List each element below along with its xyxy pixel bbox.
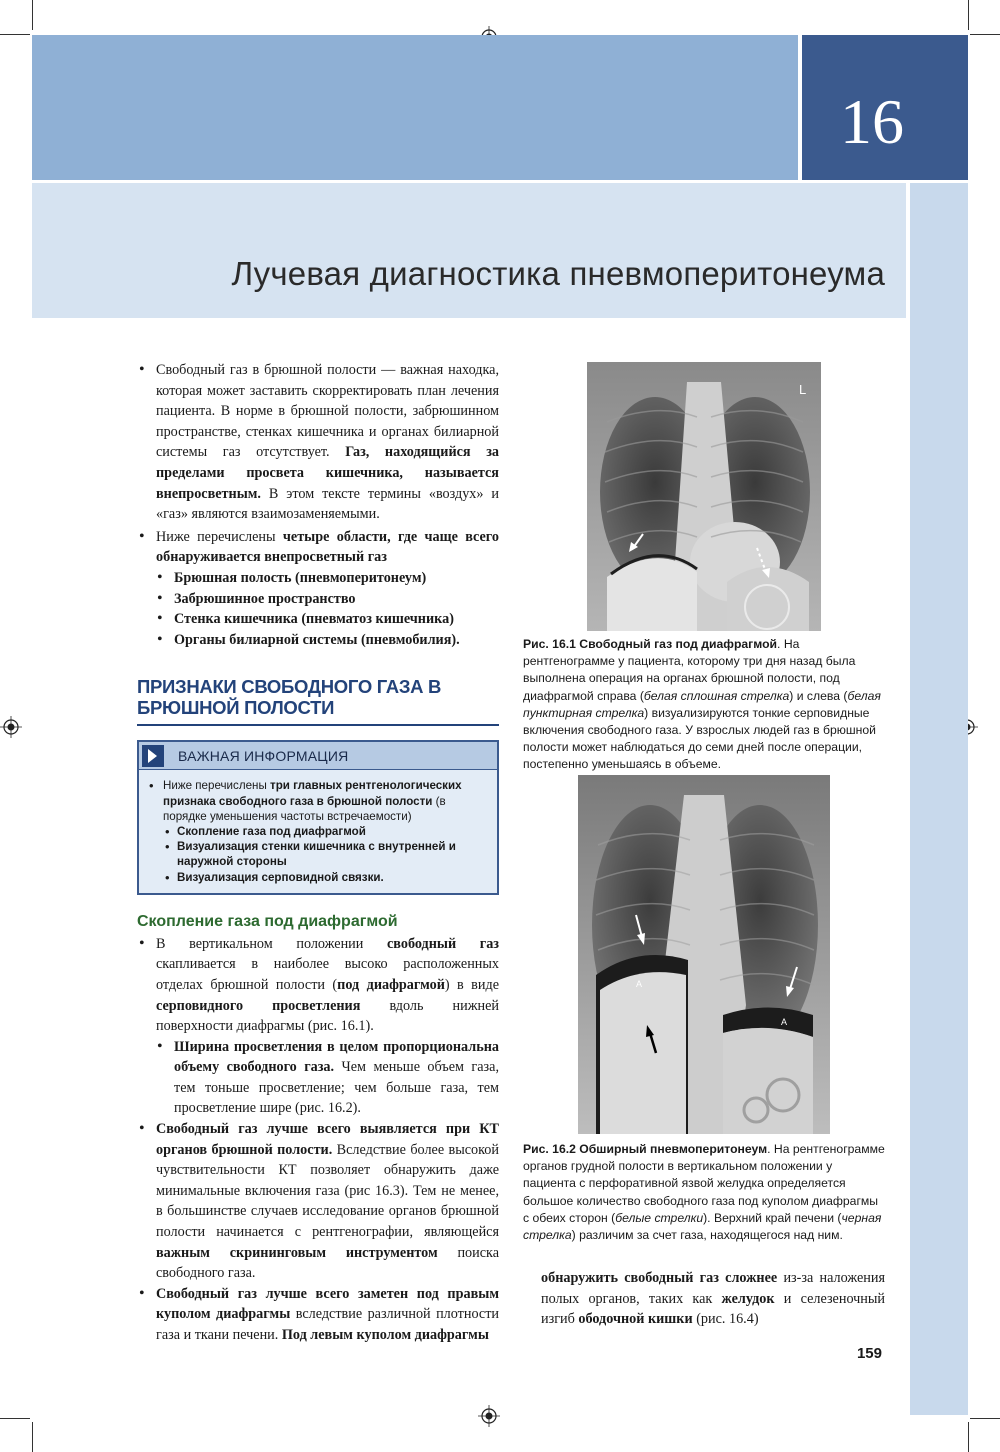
info-box-item: • Скопление газа под диафрагмой — [147, 824, 487, 839]
chest-xray-image — [587, 362, 821, 631]
left-column — [137, 360, 499, 1346]
crop-mark — [968, 1422, 969, 1452]
crop-mark — [0, 1418, 30, 1419]
figure-2-caption: Рис. 16.2 Обширный пневмоперитонеум. На рентгенограмме органов грудной полости в вертикальном положении у пациента с перфоративной язвой желудка определяется большое количество свободного газа под куполом диафрагмы с обеих сторон (белые стрелки). Верхний край печени (черная стрелка) различим за счет газа, находящегося над ним. — [523, 1142, 885, 1243]
page-number: 159 — [856, 1345, 882, 1362]
continued-paragraph: обнаружить свободный газ сложнее из-за наложения полых органов, таких как желудок и селезеночный изгиб ободочной кишки (рис. 16.4) — [541, 1270, 886, 1328]
chest-xray-image — [578, 775, 830, 1134]
double-chevron-icon — [142, 745, 164, 767]
section-heading: ПРИЗНАКИ СВОБОДНОГО ГАЗА В БРЮШНОЙ ПОЛОСТИ — [137, 676, 499, 726]
subsection-heading: Скопление газа под диафрагмой — [137, 912, 398, 930]
crop-mark — [32, 0, 33, 30]
important-info-box — [137, 740, 499, 894]
xray-label-a: A — [636, 979, 643, 989]
xray-figure-1 — [587, 362, 821, 631]
body-bullet-2: • Свободный газ лучше всего выявляется при КТ органов брюшной полости. Вследствие более высокой чувствительности КТ позволяет обнаружить даже минимальные включения газа (рис 16.3). Тем не менее, в большинстве случаев исследование органов брюшной полости начинается с рентгенографии, являющейся важным скрининговым инструментом поиска свободного газа. — [137, 1119, 499, 1284]
area-item: • Органы билиарной системы (пневмобилия). — [137, 630, 499, 651]
info-box-header — [139, 742, 497, 770]
info-box-intro: • Ниже перечислены три главных рентгенологических признака свободного газа в брюшной полости (в порядке уменьшения частоты встречаемости) — [147, 778, 487, 824]
crop-mark — [970, 34, 1000, 35]
body-bullet-1: • В вертикальном положении свободный газ скапливается в наиболее высоко расположенных отделах брюшной полости (под диафрагмой) в виде серповидного просветления вдоль нижней поверхности диафрагмы (рис. 16.1). — [137, 934, 499, 1037]
info-box-body — [139, 770, 497, 892]
area-item: • Забрюшинное пространство — [137, 589, 499, 610]
crop-mark — [970, 1418, 1000, 1419]
info-box-title: ВАЖНАЯ ИНФОРМАЦИЯ — [178, 747, 349, 764]
registration-mark-icon — [0, 716, 22, 738]
crop-mark — [968, 0, 969, 30]
area-item: • Стенка кишечника (пневматоз кишечника) — [137, 609, 499, 630]
area-item: • Брюшная полость (пневмоперитонеум) — [137, 568, 499, 589]
xray-side-marker: L — [799, 382, 807, 397]
chapter-number: 16 — [840, 86, 904, 157]
xray-label-a: A — [781, 1017, 788, 1027]
info-box-item: • Визуализация стенки кишечника с внутренней и наружной стороны — [147, 839, 487, 869]
crop-mark — [32, 1422, 33, 1452]
header-band — [32, 35, 798, 180]
body-sub-bullet: • Ширина просветления в целом пропорциональна объему свободного газа. Чем меньше объем газа, тем тоньше просветление; чем больше газа, тем просветление шире (рис. 16.2). — [137, 1037, 499, 1119]
side-band — [910, 183, 968, 1415]
chapter-title: Лучевая диагностика пневмоперитонеума — [231, 255, 885, 292]
title-band — [32, 183, 906, 318]
crop-mark — [0, 34, 30, 35]
registration-mark-icon — [478, 1405, 500, 1427]
intro-bullet-1: • Свободный газ в брюшной полости — важная находка, которая может заставить скорректировать план лечения пациента. В норме в брюшной полости, забрюшинном пространстве, стенках кишечника и органах билиарной системы газ отсутствует. Газ, находящийся за пределами просвета кишечника, называется внепросветным. В этом тексте термины «воздух» и «газ» являются взаимозаменяемыми. — [137, 360, 499, 525]
body-bullet-3: • Свободный газ лучше всего заметен под правым куполом диафрагмы вследствие различной плотности газа и ткани печени. Под левым куполом диафрагмы — [137, 1284, 499, 1346]
xray-figure-2 — [578, 775, 830, 1134]
figure-1-caption: Рис. 16.1 Свободный газ под диафрагмой. На рентгенограмме у пациента, которому три дня назад была выполнена операция на органах брюшной полости, под диафрагмой справа (белая сплошная стрелка) и слева (белая пунктирная стрелка) визуализируются тонкие серповидные включения свободного газа. У взрослых людей газ в брюшной полости может наблюдаться до семи дней после операции, постепенно уменьшаясь в объеме. — [523, 637, 881, 772]
info-box-item: • Визуализация серповидной связки. — [147, 870, 487, 885]
intro-bullet-2: • Ниже перечислены четыре области, где чаще всего обнаруживается внепросветный газ — [137, 527, 499, 568]
